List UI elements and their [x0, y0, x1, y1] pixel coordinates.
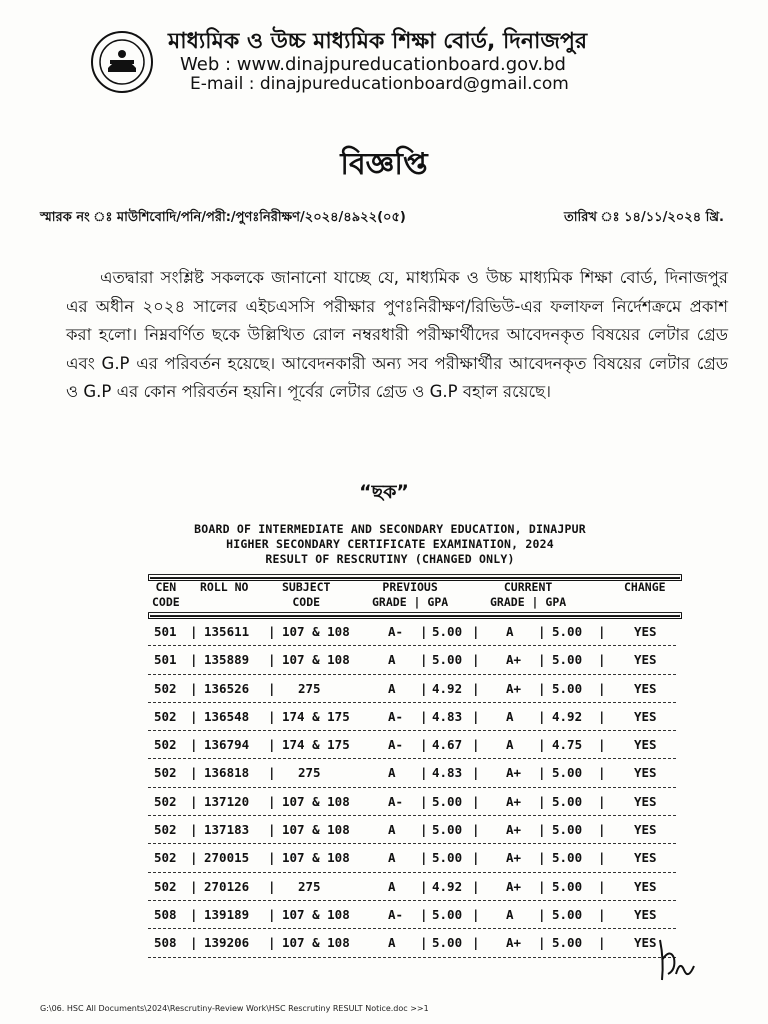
cell-prev-gpa: 4.83 [432, 765, 463, 781]
cell-pipe: | [420, 737, 428, 753]
table-row [148, 677, 688, 705]
cell-change: YES [634, 878, 657, 894]
cell-roll: 137183 [204, 822, 250, 838]
cell-pipe: | [268, 765, 276, 781]
cell-pipe: | [472, 708, 480, 724]
cell-cur-gpa: 5.00 [552, 624, 583, 639]
cell-pipe: | [268, 737, 276, 753]
cell-prev-grade: A [388, 850, 396, 866]
col-header-cur-gpa: GPA [545, 595, 567, 609]
cell-prev-grade: A- [388, 906, 404, 922]
cell-change: YES [634, 708, 657, 724]
result-table-body [148, 620, 688, 960]
cell-pipe: | [598, 850, 606, 866]
cell-prev-grade: A [388, 652, 396, 668]
table-caption: “ছক” [359, 481, 409, 503]
cell-pipe: | [420, 935, 428, 951]
cell-prev-gpa: 5.00 [432, 850, 463, 866]
table-title-exam: HIGHER SECONDARY CERTIFICATE EXAMINATION, 2024 [226, 537, 554, 551]
table-row [148, 705, 688, 733]
cell-pipe: | [420, 793, 428, 809]
cell-prev-grade: A [388, 878, 396, 894]
cell-cen: 502 [154, 708, 177, 724]
cell-cur-grade: A+ [506, 765, 522, 781]
cell-prev-gpa: 5.00 [432, 624, 463, 639]
cell-pipe: | [598, 708, 606, 724]
cell-subject: 174 & 175 [282, 737, 350, 753]
col-header-cen-line2: CODE [152, 595, 180, 609]
cell-pipe: | [472, 652, 480, 668]
cell-pipe: | [538, 850, 546, 866]
cell-pipe: | [472, 822, 480, 838]
cell-cur-gpa: 5.00 [552, 793, 583, 809]
cell-pipe: | [598, 878, 606, 894]
cell-pipe: | [190, 680, 198, 696]
cell-pipe: | [598, 906, 606, 922]
row-divider [148, 843, 676, 844]
cell-cur-grade: A+ [506, 850, 522, 866]
cell-subject: 275 [298, 680, 321, 696]
table-title-block [140, 522, 640, 567]
cell-pipe: | [538, 935, 546, 951]
notice-body-paragraph: এতদ্বারা সংশ্লিষ্ট সকলকে জানানো যাচ্ছে যে, মাধ্যমিক ও উচ্চ মাধ্যমিক শিক্ষা বোর্ড, দিনাজপুর এর অধীন ২০২৪ সালের এইচএসসি পরীক্ষার পুণঃনিরীক্ষণ/রিভিউ-এর ফলাফল নির্দেশক্রমে প্রকাশ করা হলো। নিম্নবর্ণিত ছকে উল্লিখিত রোল নম্বরধারী পরীক্ষার্থীদের আবেদনকৃত বিষয়ের লেটার গ্রেড এবং G.P এর পরিবর্তন হয়েছে। আবেদনকারী অন্য সব পরীক্ষার্থীর আবেদনকৃত বিষয়ের লেটার গ্রেড ও G.P এর কোন পরিবর্তন হয়নি। পূর্বের লেটার গ্রেড ও G.P বহাল রয়েছে। [66, 268, 728, 401]
cell-pipe: | [190, 878, 198, 894]
col-header-change [624, 580, 666, 595]
cell-pipe: | [472, 878, 480, 894]
cell-pipe: | [420, 850, 428, 866]
cell-change: YES [634, 680, 657, 696]
board-name: মাধ্যমিক ও উচ্চ মাধ্যমিক শিক্ষা বোর্ড, দিনাজপুর [168, 29, 588, 54]
cell-pipe: | [538, 878, 546, 894]
cell-cen: 502 [154, 680, 177, 696]
cell-pipe: | [538, 793, 546, 809]
table-row [148, 846, 688, 874]
cell-pipe: | [420, 878, 428, 894]
col-header-subject-line1: SUBJECT [282, 580, 331, 594]
row-divider [148, 872, 676, 873]
cell-change: YES [634, 793, 657, 809]
cell-pipe: | [472, 793, 480, 809]
cell-prev-grade: A- [388, 737, 404, 753]
cell-pipe: | [420, 680, 428, 696]
cell-cen: 501 [154, 652, 177, 668]
table-row [148, 733, 688, 761]
cell-cen: 502 [154, 793, 177, 809]
cell-pipe: | [538, 737, 546, 753]
cell-cen: 502 [154, 878, 177, 894]
table-title-result: RESULT OF RESCRUTINY (CHANGED ONLY) [265, 552, 515, 566]
cell-prev-grade: A- [388, 624, 404, 639]
cell-change: YES [634, 822, 657, 838]
row-divider [148, 928, 676, 929]
cell-change: YES [634, 624, 657, 639]
cell-subject: 107 & 108 [282, 906, 350, 922]
col-header-subject-line2: CODE [292, 595, 321, 609]
cell-pipe: | [538, 680, 546, 696]
cell-prev-gpa: 4.92 [432, 878, 463, 894]
cell-cen: 501 [154, 624, 177, 639]
cell-pipe: | [472, 906, 480, 922]
cell-prev-grade: A- [388, 708, 404, 724]
cell-prev-grade: A [388, 822, 396, 838]
table-row [148, 648, 688, 676]
board-website: Web : www.dinajpureducationboard.gov.bd [180, 54, 566, 75]
file-path-footer: G:\06. HSC All Documents\2024\Rescrutiny-Review Work\HSC Rescrutiny RESULT Notice.doc >>1 [40, 1004, 429, 1013]
cell-pipe: | [268, 935, 276, 951]
cell-cur-gpa: 5.00 [552, 906, 583, 922]
cell-pipe: | [268, 680, 276, 696]
cell-subject: 107 & 108 [282, 822, 350, 838]
col-header-current-sub: GRADE | GPA [490, 595, 567, 609]
table-row [148, 875, 688, 903]
cell-cur-gpa: 4.92 [552, 708, 583, 724]
cell-cur-gpa: 5.00 [552, 652, 583, 668]
cell-pipe: | [598, 737, 606, 753]
cell-pipe: | [190, 935, 198, 951]
cell-subject: 275 [298, 765, 321, 781]
cell-roll: 270015 [204, 850, 250, 866]
col-header-prev-gpa: GPA [427, 595, 449, 609]
col-header-roll-label: ROLL NO [200, 580, 249, 594]
cell-pipe: | [268, 906, 276, 922]
cell-cen: 502 [154, 765, 177, 781]
cell-pipe: | [190, 906, 198, 922]
cell-pipe: | [538, 765, 546, 781]
notice-date: তারিখ ঃ ১৪/১১/২০২৪ খ্রি. [563, 210, 724, 225]
cell-subject: 107 & 108 [282, 850, 350, 866]
row-divider [148, 787, 676, 788]
cell-pipe: | [190, 765, 198, 781]
cell-pipe: | [190, 793, 198, 809]
cell-pipe: | [268, 652, 276, 668]
cell-roll: 137120 [204, 793, 250, 809]
cell-roll: 135611 [204, 624, 250, 639]
cell-prev-gpa: 4.67 [432, 737, 463, 753]
cell-pipe: | [538, 708, 546, 724]
cell-pipe: | [268, 708, 276, 724]
cell-pipe: | [538, 652, 546, 668]
table-row [148, 818, 688, 846]
cell-pipe: | [190, 708, 198, 724]
col-header-cen-line1: CEN [155, 580, 177, 594]
cell-pipe: | [268, 850, 276, 866]
cell-change: YES [634, 765, 657, 781]
cell-cur-gpa: 5.00 [552, 878, 583, 894]
cell-pipe: | [190, 850, 198, 866]
cell-change: YES [634, 737, 657, 753]
cell-pipe: | [598, 765, 606, 781]
cell-cen: 502 [154, 822, 177, 838]
cell-pipe: | [472, 850, 480, 866]
cell-roll: 136794 [204, 737, 250, 753]
cell-cur-gpa: 5.00 [552, 765, 583, 781]
cell-cur-grade: A [506, 624, 514, 639]
col-header-previous [372, 580, 448, 610]
cell-pipe: | [472, 624, 480, 639]
col-header-change-label: CHANGE [624, 580, 666, 594]
cell-change: YES [634, 935, 657, 951]
cell-pipe: | [190, 624, 198, 639]
col-header-current [490, 580, 566, 610]
cell-pipe: | [420, 765, 428, 781]
cell-cen: 502 [154, 850, 177, 866]
cell-pipe: | [420, 906, 428, 922]
cell-cur-gpa: 5.00 [552, 935, 583, 951]
cell-cen: 502 [154, 737, 177, 753]
cell-cur-grade: A+ [506, 935, 522, 951]
cell-prev-gpa: 5.00 [432, 935, 463, 951]
cell-pipe: | [190, 822, 198, 838]
cell-prev-grade: A [388, 935, 396, 951]
cell-cen: 508 [154, 935, 177, 951]
col-header-roll [200, 580, 248, 595]
cell-subject: 107 & 108 [282, 652, 350, 668]
cell-prev-grade: A [388, 680, 396, 696]
cell-pipe: | [420, 652, 428, 668]
table-row [148, 931, 688, 959]
row-divider [148, 702, 676, 703]
cell-cur-grade: A+ [506, 822, 522, 838]
cell-prev-gpa: 5.00 [432, 822, 463, 838]
cell-roll: 136818 [204, 765, 250, 781]
row-divider [148, 957, 676, 958]
cell-prev-gpa: 4.83 [432, 708, 463, 724]
table-row [148, 620, 688, 648]
cell-prev-grade: A- [388, 793, 404, 809]
cell-pipe: | [598, 935, 606, 951]
cell-pipe: | [472, 680, 480, 696]
table-row [148, 790, 688, 818]
cell-change: YES [634, 906, 657, 922]
cell-cur-grade: A+ [506, 878, 522, 894]
col-header-previous-label: PREVIOUS [382, 580, 438, 594]
cell-cur-grade: A+ [506, 680, 522, 696]
cell-subject: 174 & 175 [282, 708, 350, 724]
cell-pipe: | [472, 737, 480, 753]
col-header-current-label: CURRENT [503, 580, 553, 594]
cell-pipe: | [598, 624, 606, 639]
cell-cur-grade: A [506, 737, 514, 753]
table-header-rule [148, 612, 682, 619]
cell-pipe: | [190, 737, 198, 753]
cell-roll: 139189 [204, 906, 250, 922]
table-title-board: BOARD OF INTERMEDIATE AND SECONDARY EDUCATION, DINAJPUR [194, 522, 586, 536]
notice-title: বিজ্ঞপ্তি [340, 147, 428, 182]
cell-roll: 135889 [204, 652, 250, 668]
cell-prev-gpa: 5.00 [432, 906, 463, 922]
col-header-cen [152, 580, 180, 610]
col-header-subject [282, 580, 330, 610]
cell-cur-gpa: 4.75 [552, 737, 583, 753]
cell-pipe: | [598, 652, 606, 668]
board-seal-logo [90, 30, 154, 94]
cell-pipe: | [420, 708, 428, 724]
cell-change: YES [634, 850, 657, 866]
row-divider [148, 674, 676, 675]
cell-subject: 107 & 108 [282, 793, 350, 809]
cell-pipe: | [190, 652, 198, 668]
cell-prev-gpa: 5.00 [432, 793, 463, 809]
cell-pipe: | [538, 822, 546, 838]
row-divider [148, 645, 676, 646]
cell-change: YES [634, 652, 657, 668]
cell-cur-grade: A+ [506, 652, 522, 668]
cell-roll: 136548 [204, 708, 250, 724]
cell-subject: 275 [298, 878, 321, 894]
col-header-previous-sub: GRADE | GPA [372, 595, 449, 609]
row-divider [148, 900, 676, 901]
cell-cur-grade: A [506, 906, 514, 922]
cell-cur-gpa: 5.00 [552, 680, 583, 696]
cell-cur-gpa: 5.00 [552, 850, 583, 866]
cell-pipe: | [472, 765, 480, 781]
row-divider [148, 815, 676, 816]
cell-cur-gpa: 5.00 [552, 822, 583, 838]
table-row [148, 903, 688, 931]
cell-pipe: | [598, 793, 606, 809]
col-header-prev-grade: GRADE [372, 595, 407, 609]
cell-pipe: | [598, 822, 606, 838]
cell-pipe: | [268, 822, 276, 838]
cell-subject: 107 & 108 [282, 935, 350, 951]
memo-number: স্মারক নং ঃ মাউশিবোদি/পনি/পরী:/পুণঃনিরীক্ষণ/২০২৪/৪৯২২(০৫) [40, 210, 406, 225]
board-email: E-mail : dinajpureducationboard@gmail.com [190, 74, 569, 94]
row-divider [148, 758, 676, 759]
signature-mark [650, 930, 700, 990]
cell-pipe: | [598, 680, 606, 696]
table-row [148, 761, 688, 789]
cell-pipe: | [420, 624, 428, 639]
cell-pipe: | [268, 878, 276, 894]
row-divider [148, 730, 676, 731]
col-header-cur-grade: GRADE [490, 595, 525, 609]
cell-pipe: | [538, 906, 546, 922]
cell-pipe: | [268, 624, 276, 639]
cell-roll: 139206 [204, 935, 250, 951]
cell-roll: 270126 [204, 878, 250, 894]
cell-cur-grade: A [506, 708, 514, 724]
cell-subject: 107 & 108 [282, 624, 350, 639]
cell-prev-gpa: 5.00 [432, 652, 463, 668]
notice-body [66, 264, 728, 407]
cell-pipe: | [420, 822, 428, 838]
cell-cen: 508 [154, 906, 177, 922]
cell-pipe: | [538, 624, 546, 639]
cell-pipe: | [268, 793, 276, 809]
cell-prev-gpa: 4.92 [432, 680, 463, 696]
cell-prev-grade: A [388, 765, 396, 781]
cell-pipe: | [472, 935, 480, 951]
cell-roll: 136526 [204, 680, 250, 696]
cell-cur-grade: A+ [506, 793, 522, 809]
